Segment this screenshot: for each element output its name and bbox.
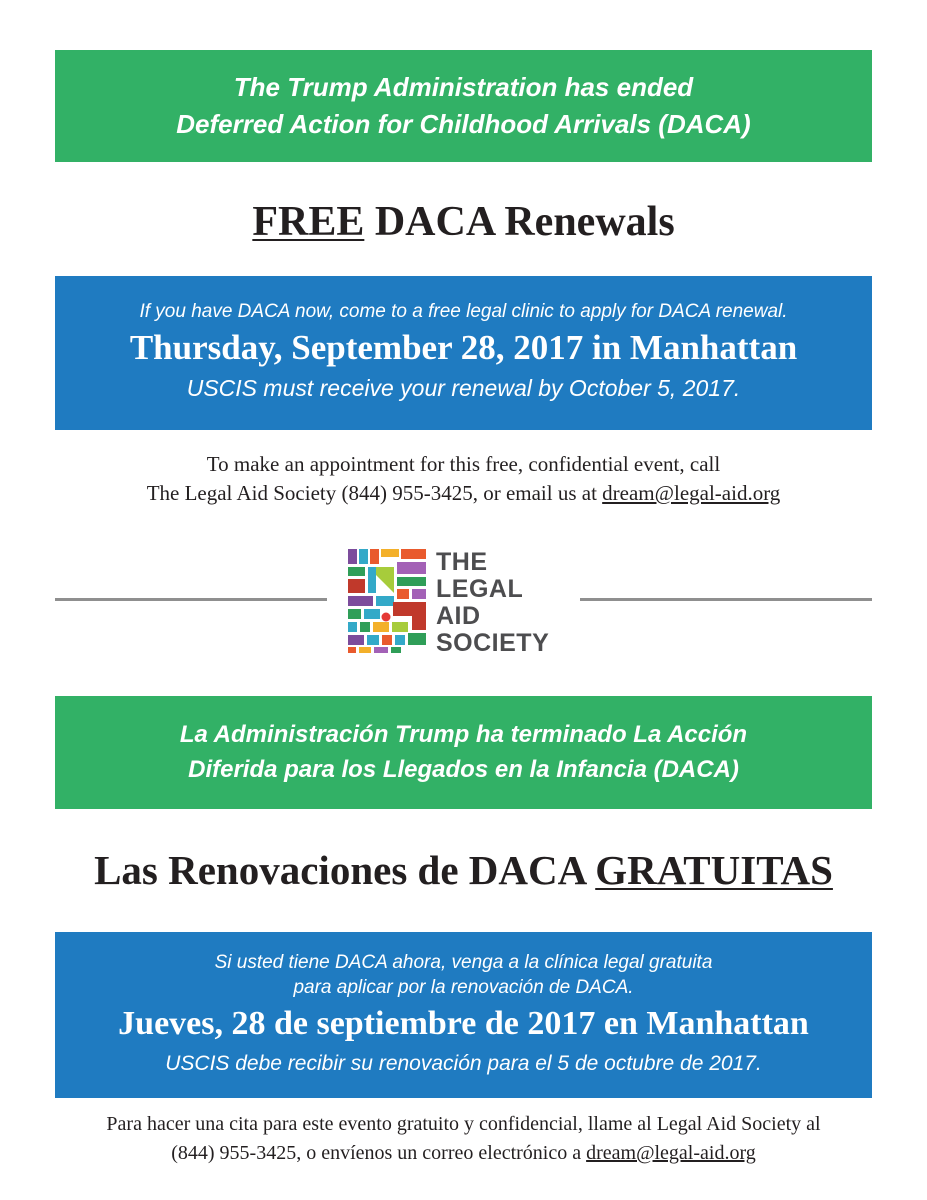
- english-info-intro: If you have DACA now, come to a free legal clinic to apply for DACA renewal.: [139, 301, 788, 322]
- english-contact: [0, 450, 927, 508]
- divider-left: [55, 598, 327, 601]
- english-info-deadline: USCIS must receive your renewal by October 5, 2017.: [186, 375, 741, 401]
- logo-line-3: AID: [436, 602, 481, 630]
- spanish-contact-line-1: Para hacer una cita para este evento gratuito y confidencial, llame al Legal Aid Society al: [106, 1113, 821, 1135]
- english-banner-line-1: The Trump Administration has ended: [233, 72, 694, 102]
- spanish-heading-emphasis: GRATUITAS: [595, 847, 833, 893]
- legal-aid-society-logo: [346, 548, 572, 658]
- english-info-box: [55, 276, 872, 430]
- divider-right: [580, 598, 872, 601]
- spanish-info-deadline: USCIS debe recibir su renovación para el 5 de octubre de 2017.: [165, 1052, 762, 1075]
- english-banner-line-2: Deferred Action for Childhood Arrivals (DACA): [176, 109, 751, 139]
- spanish-contact: [0, 1110, 927, 1168]
- spanish-contact-prefix: (844) 955-3425, o envíenos un correo electrónico a: [171, 1142, 587, 1164]
- logo-line-1: THE: [436, 548, 488, 576]
- logo-line-4: SOCIETY: [436, 629, 550, 657]
- spanish-contact-line-2: [0, 1139, 927, 1168]
- english-announcement-banner: [55, 50, 872, 162]
- spanish-banner-line-1: La Administración Trump ha terminado La Acción: [179, 721, 748, 748]
- english-contact-prefix: The Legal Aid Society (844) 955-3425, or email us at: [146, 481, 603, 505]
- legal-aid-mosaic-icon: [346, 548, 428, 654]
- spanish-announcement-banner: [55, 696, 872, 809]
- logo-line-2: LEGAL: [436, 575, 524, 603]
- english-email-link[interactable]: dream@legal-aid.org: [602, 481, 781, 505]
- spanish-info-box: [55, 932, 872, 1098]
- spanish-info-intro-line-2: para aplicar por la renovación de DACA.: [293, 977, 634, 998]
- english-heading: [0, 192, 927, 252]
- spanish-info-intro-line-1: Si usted tiene DACA ahora, venga a la clínica legal gratuita: [214, 952, 713, 973]
- spanish-heading: [0, 840, 927, 900]
- spanish-banner-line-2: Diferida para los Llegados en la Infancia (DACA): [188, 756, 739, 783]
- english-heading-emphasis: FREE: [252, 199, 365, 245]
- english-info-date: Thursday, September 28, 2017 in Manhattan: [129, 328, 798, 367]
- legal-aid-society-wordmark: [436, 549, 549, 657]
- english-contact-line-1: To make an appointment for this free, confidential event, call: [206, 452, 721, 476]
- spanish-heading-rest: Las Renovaciones de DACA: [94, 847, 596, 893]
- english-heading-rest: DACA Renewals: [364, 199, 675, 245]
- english-contact-line-2: [0, 479, 927, 508]
- spanish-email-link[interactable]: dream@legal-aid.org: [586, 1142, 756, 1164]
- spanish-info-date: Jueves, 28 de septiembre de 2017 en Manhattan: [118, 1005, 809, 1042]
- spanish-info-intro: [55, 950, 872, 1000]
